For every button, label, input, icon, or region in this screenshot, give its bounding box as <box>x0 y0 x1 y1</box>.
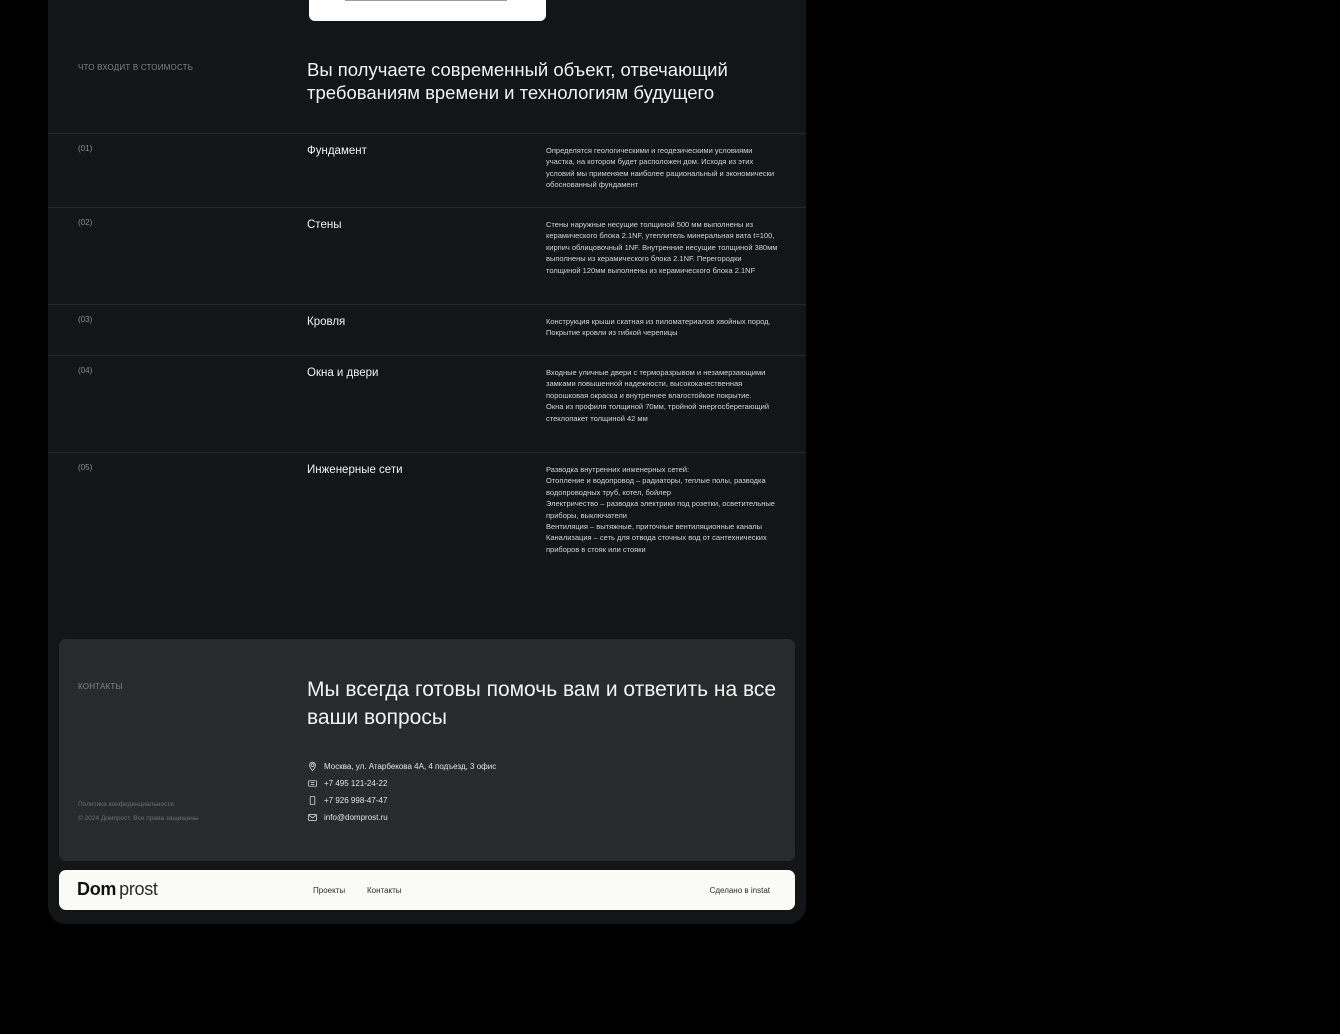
item-description: Входные уличные двери с терморазрывом и незамерзающими замками повышенной надежности, высококачественная порошковая окраска и внутреннее влагостойкое покрытие. Окна из профиля толщиной 70мм, тройной энергосберегающий стеклопакет толщиной 42 мм <box>546 368 770 423</box>
list-item <box>48 355 806 452</box>
list-item <box>48 133 806 207</box>
address-text: Москва, ул. Атарбекова 4А, 4 подъезд, 3 офис <box>324 761 497 771</box>
top-card-bottom-edge <box>309 0 546 21</box>
nav-link-contacts[interactable]: Контакты <box>367 886 402 895</box>
item-number: (04) <box>78 366 93 375</box>
location-icon <box>307 761 318 772</box>
item-description: Стены наружные несущие толщиной 500 мм выполнены из керамического блока 2.1NF, утеплитель минеральная вата t=100, кирпич облицовочный 1NF. Внутренние несущие толщиной 380мм выполнены из керамического блока 2.1NF. Перегородки толщиной 120мм выполнены из керамического блока 2.1NF <box>546 220 778 275</box>
email-link[interactable]: info@domprost.ru <box>324 812 388 822</box>
logo[interactable] <box>77 879 158 900</box>
footer-bar <box>59 870 795 910</box>
made-by-link[interactable]: Сделано в instat <box>709 886 770 895</box>
mobile-icon <box>307 795 318 806</box>
item-name: Инженерные сети <box>307 464 403 476</box>
contact-mobile[interactable] <box>307 794 387 806</box>
copyright-text: © 2024 Домпрост. Все права защищены <box>78 815 199 822</box>
phone-text[interactable]: +7 495 121-24-22 <box>324 778 388 788</box>
contact-phone[interactable] <box>307 777 387 789</box>
item-number: (03) <box>78 315 93 324</box>
section-title-included: Вы получаете современный объект, отвечающий требованиям времени и технологиям будущего <box>307 59 728 103</box>
item-number: (02) <box>78 218 93 227</box>
privacy-policy-link[interactable]: Политика конфиденциальности <box>78 801 174 808</box>
mobile-text[interactable]: +7 926 998-47-47 <box>324 795 388 805</box>
phone-icon <box>307 778 318 789</box>
list-item <box>48 207 806 304</box>
logo-bold: Dom <box>77 879 117 899</box>
item-number: (05) <box>78 463 93 472</box>
item-name: Окна и двери <box>307 367 379 379</box>
list-item <box>48 304 806 355</box>
section-label-included: ЧТО ВХОДИТ В СТОИМОСТЬ <box>78 63 194 72</box>
item-description: Определятся геологическими и геодезическими условиями участка, на котором будет расположен дом. Исходя из этих условий мы применяем наиболее рациональный и экономически обоснованный фундамент <box>546 146 775 190</box>
item-name: Фундамент <box>307 145 367 157</box>
contact-email[interactable] <box>307 811 388 823</box>
item-description: Разводка внутренних инженерных сетей: Отопление и водопровод – радиаторы, теплые полы, разводка водопроводных труб, котел, бойлер Электричество – разводка электрики под розетки, осветительные приборы, выключатели Вентиляция – вытяжные, приточные вентиляционные каналы Канализация – сеть для отвода сточных вод от сантехнических приборов в стояк или стояки <box>546 465 775 554</box>
nav-link-projects[interactable]: Проекты <box>313 886 346 895</box>
contact-address <box>307 760 496 772</box>
item-name: Кровля <box>307 316 346 328</box>
top-card-divider <box>345 0 507 1</box>
item-name: Стены <box>307 219 342 231</box>
list-item <box>48 452 806 583</box>
section-label-contacts: КОНТАКТЫ <box>78 682 123 691</box>
contacts-title: Мы всегда готовы помочь вам и ответить на все ваши вопросы <box>307 678 777 729</box>
item-description: Конструкция крыши скатная из пиломатериалов хвойных пород. Покрытие кровли из гибкой черепицы <box>546 317 771 338</box>
logo-light: prost <box>119 879 158 899</box>
item-number: (01) <box>78 144 93 153</box>
mail-icon <box>307 812 318 823</box>
contacts-section <box>59 639 795 861</box>
